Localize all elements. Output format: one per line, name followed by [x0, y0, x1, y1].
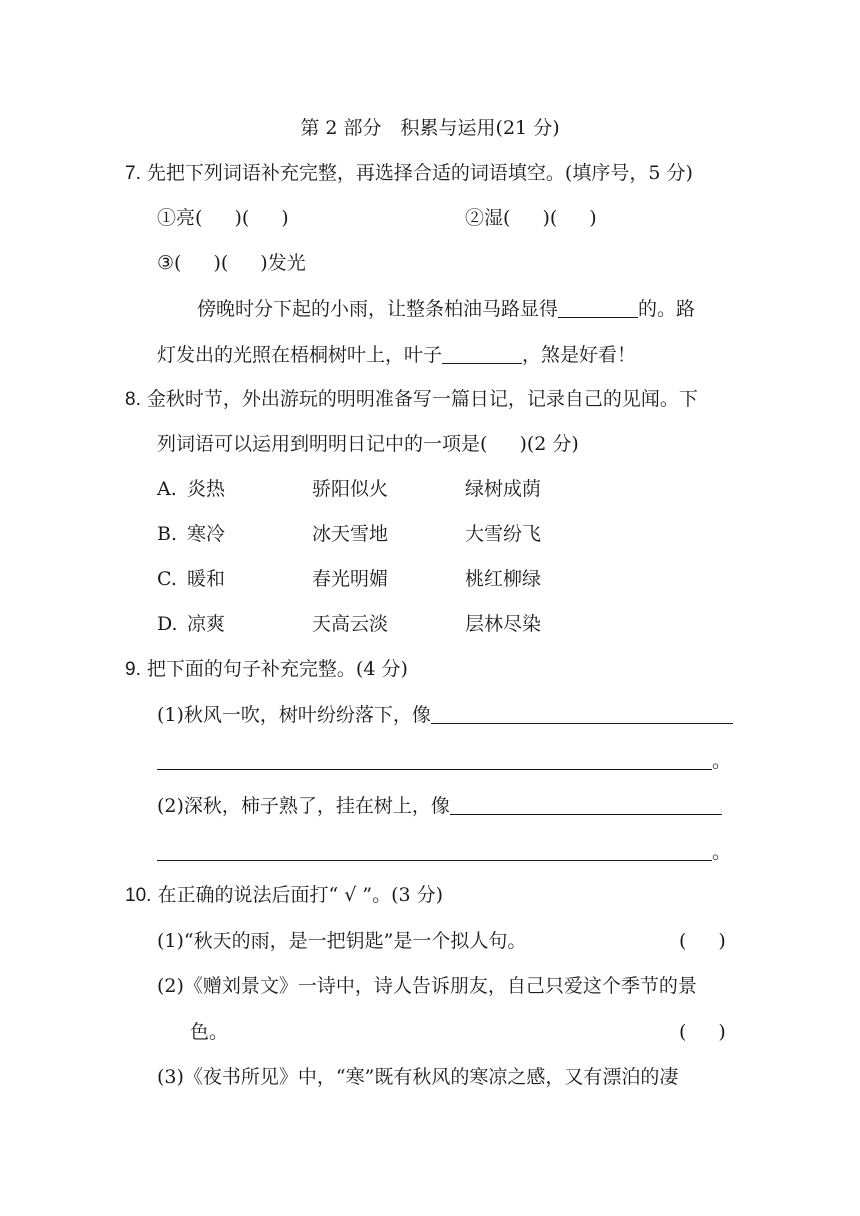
q8-option-d-word-3: 层林尽染 [465, 613, 542, 635]
q8-option-c-word-3: 桃红柳绿 [465, 568, 542, 590]
q8-option-a-letter: A. [157, 478, 177, 500]
q8-option-c-word-1: 暖和 [187, 568, 226, 590]
q8-option-d-word-2: 天高云淡 [312, 613, 389, 635]
q10-statement-3: (3)《夜书所见》中，“寒”既有秋风的寒凉之感，又有漂泊的凄 [157, 1066, 679, 1088]
q7-stem: 7. 先把下列词语补充完整，再选择合适的词语填空。(填序号，5 分) [125, 162, 693, 184]
q10-statement-2: (2)《赠刘景文》一诗中，诗人告诉朋友，自己只爱这个季节的景 [157, 975, 697, 997]
q9-stem: 9. 把下面的句子补充完整。(4 分) [125, 658, 408, 680]
q9-part-2-continuation: 。 [157, 839, 731, 865]
q9-part-1: (1)秋风一吹，树叶纷纷落下，像 [157, 702, 733, 728]
q10-answer-paren-1: ( ) [679, 930, 726, 952]
q7-item-3: ③( )( )发光 [157, 252, 306, 274]
q8-option-d-letter: D. [157, 613, 178, 635]
q7-passage-line-1: 傍晚时分下起的小雨，让整条柏油马路显得 的。路 [197, 298, 696, 320]
q10-stem: 10. 在正确的说法后面打“ √ ”。(3 分) [125, 884, 444, 906]
q8-option-a-word-2: 骄阳似火 [312, 478, 389, 500]
q8-option-b-word-2: 冰天雪地 [312, 523, 389, 545]
q8-option-b-word-3: 大雪纷飞 [465, 523, 542, 545]
q10-statement-2-continuation: 色。 [190, 1021, 229, 1043]
q8-option-a-word-1: 炎热 [187, 478, 226, 500]
q8-option-c-word-2: 春光明媚 [312, 568, 389, 590]
q8-stem-line-2: 列词语可以运用到明明日记中的一项是( )(2 分) [157, 433, 579, 455]
q8-option-b-word-1: 寒冷 [187, 523, 226, 545]
q10-statement-1: (1)“秋天的雨，是一把钥匙”是一个拟人句。 [157, 930, 527, 952]
q9-part-2: (2)深秋，柿子熟了，挂在树上，像 [157, 793, 722, 819]
q9-part-1-continuation: 。 [157, 748, 731, 774]
q7-item-2: ②湿( )( ) [465, 207, 597, 229]
q10-answer-paren-2: ( ) [679, 1021, 726, 1043]
q8-stem-line-1: 8. 金秋时节，外出游玩的明明准备写一篇日记，记录自己的见闻。下 [125, 388, 698, 410]
q7-item-1: ①亮( )( ) [157, 207, 289, 229]
q8-option-a-word-3: 绿树成荫 [465, 478, 542, 500]
q7-passage-line-2: 灯发出的光照在梧桐树叶上，叶子 ，煞是好看！ [157, 344, 637, 366]
q8-option-b-letter: B. [157, 523, 178, 545]
section-title: 第 2 部分 积累与运用(21 分) [300, 117, 560, 139]
q8-option-d-word-1: 凉爽 [187, 613, 226, 635]
q8-option-c-letter: C. [157, 568, 177, 590]
